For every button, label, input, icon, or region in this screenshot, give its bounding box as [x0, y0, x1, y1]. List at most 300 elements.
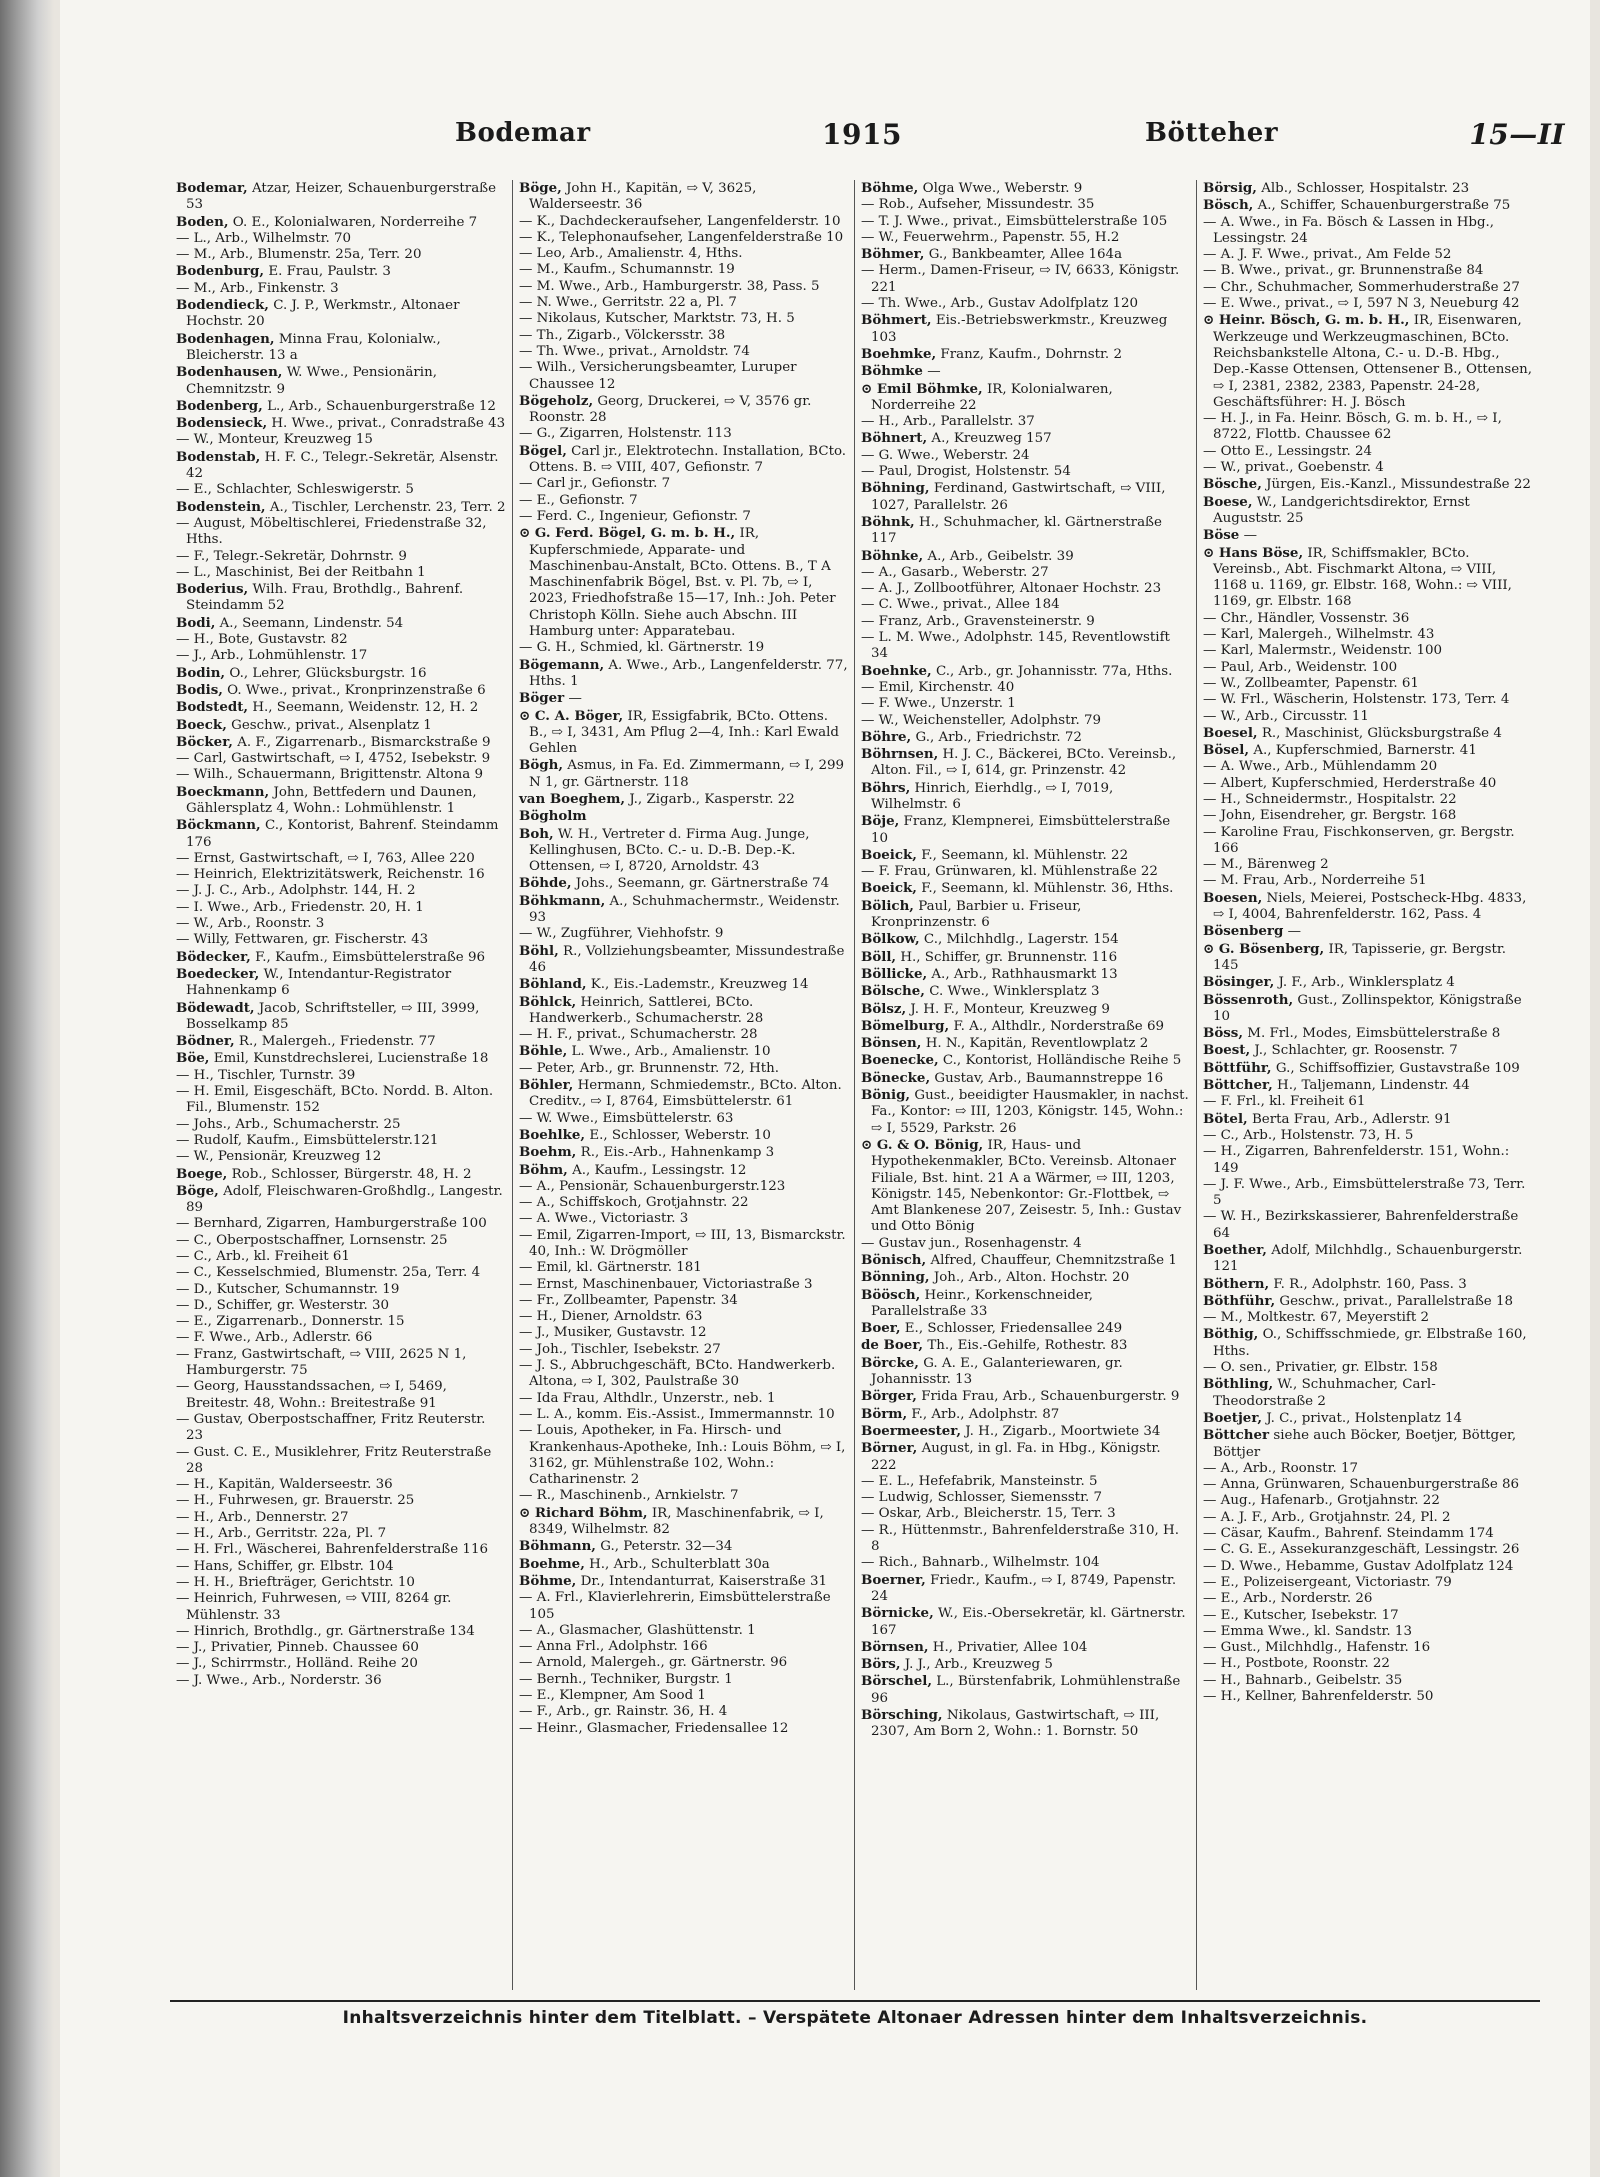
entry-name: Boege, — [176, 1165, 228, 1182]
entry-details: C. Wwe., Winklersplatz 3 — [929, 984, 1100, 1000]
directory-entry — [176, 1445, 506, 1478]
entry-name: Bösch, — [1203, 197, 1254, 214]
entry-details: IR, Schiffsmakler, BCto. Vereinsb., Abt. Fischmarkt Altona, ⇨ VIII, 1168 u. 1169, gr. Elbstr. 168, Wohn.: ⇨ VIII, 1169, gr. Elbstr. 168 — [1213, 545, 1512, 610]
directory-entry — [1203, 611, 1532, 627]
directory-entry — [1203, 527, 1532, 544]
entry-details: Johs., Seemann, gr. Gärtnerstraße 74 — [575, 876, 830, 892]
directory-entry — [861, 1137, 1190, 1236]
directory-entry — [861, 1440, 1190, 1474]
entry-details: E., Schlosser, Friedensallee 249 — [904, 1321, 1123, 1337]
entry-details: R., Maschinist, Glücksburgstraße 4 — [1261, 725, 1502, 741]
directory-entry — [519, 1162, 848, 1179]
entry-details: — K., Dachdeckeraufseher, Langenfelderstr. 10 — [519, 213, 841, 229]
directory-entry — [519, 1358, 848, 1391]
entry-details: — Cäsar, Kaufm., Bahrenf. Steindamm 174 — [1203, 1526, 1494, 1542]
entry-name: Bösinger, — [1203, 974, 1275, 991]
directory-entry — [519, 525, 848, 640]
directory-entry — [176, 1493, 506, 1509]
entry-details: — Arnold, Malergeh., gr. Gärtnerstr. 96 — [519, 1655, 788, 1671]
directory-entry — [861, 1506, 1190, 1522]
directory-entry — [176, 1640, 506, 1656]
entry-details: Heinrich, Sattlerei, BCto. Handwerkerb., Schumacherstr. 28 — [529, 994, 764, 1026]
entry-details: Dr., Intendanturrat, Kaiserstraße 31 — [580, 1573, 828, 1589]
entry-details: Gust., beeidigter Hausmakler, in nachst. Fa., Kontor: ⇨ III, 1203, Königstr. 145, Wohn.: ⇨ I, 5529, Parkstr. 26 — [871, 1088, 1189, 1136]
entry-details: — Emil, kl. Gärtnerstr. 181 — [519, 1260, 702, 1276]
entry-details: Adolf, Milchhdlg., Schauenburgerstr. 121 — [1213, 1243, 1523, 1275]
entry-name: Böhler, — [519, 1077, 574, 1094]
directory-entry — [176, 364, 506, 398]
entry-name: Böhle, — [519, 1043, 568, 1060]
directory-entry — [519, 279, 848, 295]
directory-entry — [519, 1538, 848, 1555]
entry-details: — W. Wwe., Eimsbüttelerstr. 63 — [519, 1110, 734, 1126]
directory-entry — [1203, 215, 1532, 248]
directory-entry — [176, 1033, 506, 1050]
entry-details: — H., Bahnarb., Geibelstr. 35 — [1203, 1672, 1403, 1688]
entry-name: Börger, — [861, 1388, 917, 1405]
entry-name: Bodis, — [176, 681, 223, 698]
directory-entry — [1203, 725, 1532, 742]
directory-entry — [176, 449, 506, 483]
header-first-entry: Bodemar — [455, 118, 591, 148]
directory-entry — [1203, 825, 1532, 858]
entry-details: — August, Möbeltischlerei, Friedenstraße 32, Hths. — [176, 515, 487, 548]
entry-details: — E., Schlachter, Schleswigerstr. 5 — [176, 482, 414, 498]
directory-entry — [861, 1337, 1190, 1354]
directory-entry — [519, 360, 848, 393]
directory-entry — [176, 665, 506, 682]
directory-entry — [861, 246, 1190, 263]
directory-entry — [176, 1216, 506, 1232]
entry-details: — W., Weichensteller, Adolphstr. 79 — [861, 712, 1102, 728]
directory-entry — [861, 430, 1190, 447]
entry-details: — J. J. C., Arb., Adolphstr. 144, H. 2 — [176, 883, 416, 899]
directory-entry — [519, 476, 848, 492]
entry-details: Geschw., privat., Parallelstraße 18 — [1279, 1293, 1513, 1309]
directory-entry — [861, 1287, 1190, 1321]
entry-details: — H. H., Briefträger, Gerichtstr. 10 — [176, 1574, 415, 1590]
directory-entry — [861, 1673, 1190, 1707]
entry-name: Bönsen, — [861, 1035, 922, 1052]
entry-name: Böger — [519, 690, 565, 707]
entry-name: Boeick, — [861, 880, 917, 897]
entry-details: — Hans, Schiffer, gr. Elbstr. 104 — [176, 1558, 394, 1574]
entry-name: ⊙ Richard Böhm, — [519, 1504, 648, 1521]
entry-name: Bölsz, — [861, 1000, 907, 1017]
entry-details: — — [1287, 924, 1302, 940]
directory-entry — [861, 1388, 1190, 1405]
entry-name: Bölkow, — [861, 931, 920, 948]
entry-details: — Aug., Hafenarb., Grotjahnstr. 22 — [1203, 1493, 1440, 1509]
directory-entry — [1203, 411, 1532, 444]
entry-name: Böe, — [176, 1050, 210, 1067]
entry-details: — C., Oberpostschaffner, Lornsenstr. 25 — [176, 1232, 448, 1248]
entry-name: Böhmert, — [861, 312, 932, 329]
entry-details: — T. J. Wwe., privat., Eimsbüttelerstraße 105 — [861, 213, 1168, 229]
directory-entry — [1203, 857, 1532, 873]
entry-name: Börnicke, — [861, 1605, 934, 1622]
entry-name: Börm, — [861, 1405, 908, 1422]
directory-entry — [519, 1061, 848, 1077]
entry-details: — M., Bärenweg 2 — [1203, 857, 1329, 873]
directory-entry — [1203, 1144, 1532, 1177]
directory-entry — [519, 344, 848, 360]
entry-details: O. Wwe., privat., Kronprinzenstraße 6 — [227, 682, 486, 698]
directory-entry — [1203, 312, 1532, 411]
directory-entry — [176, 1000, 506, 1034]
entry-details: W., Landgerichtsdirektor, Ernst Auguststr. 25 — [1213, 494, 1470, 526]
directory-entry — [176, 398, 506, 415]
directory-entry — [861, 464, 1190, 480]
directory-entry — [519, 893, 848, 927]
directory-entry — [519, 926, 848, 942]
directory-entry — [176, 632, 506, 648]
directory-entry — [1203, 1360, 1532, 1376]
directory-entry — [1203, 1559, 1532, 1575]
entry-details: — F. Frau, Grünwaren, kl. Mühlenstraße 22 — [861, 864, 1158, 880]
entry-details: W. H., Vertreter d. Firma Aug. Junge, Kellinghusen, BCto. C.- u. D.-B. Dep.-K. Ottensen, ⇨ I, 8720, Arnoldstr. 43 — [529, 826, 810, 875]
entry-details: K., Eis.-Lademstr., Kreuzweg 14 — [590, 977, 809, 993]
entry-name: Bodenburg, — [176, 263, 265, 280]
entry-name: Böss, — [1203, 1025, 1243, 1042]
directory-entry — [176, 751, 506, 767]
entry-name: Bödner, — [176, 1033, 235, 1050]
entry-details: — John, Eisendreher, gr. Bergstr. 168 — [1203, 808, 1457, 824]
entry-name: Bölich, — [861, 897, 914, 914]
directory-entry — [1203, 742, 1532, 759]
entry-details: — L., Arb., Wilhelmstr. 70 — [176, 230, 352, 246]
directory-entry — [519, 262, 848, 278]
directory-entry — [1203, 247, 1532, 263]
entry-name: Bödewadt, — [176, 999, 255, 1016]
entry-details: H., Privatier, Allee 104 — [932, 1639, 1088, 1655]
column-3 — [854, 180, 1196, 1990]
entry-details: — W., Arb., Circusstr. 11 — [1203, 708, 1369, 724]
entry-details: — H., Kapitän, Walderseestr. 36 — [176, 1477, 393, 1493]
entry-details: — E. Wwe., privat., ⇨ I, 597 N 3, Neueburg 42 — [1203, 296, 1520, 312]
entry-name: Bodin, — [176, 664, 226, 681]
entry-name: Bölsche, — [861, 983, 925, 1000]
entry-name: Bögeholz, — [519, 392, 594, 409]
directory-entry — [519, 976, 848, 993]
entry-details: — A., Pensionär, Schauenburgerstr.123 — [519, 1178, 786, 1194]
directory-entry — [176, 1084, 506, 1117]
entry-details: — E., Klempner, Am Sood 1 — [519, 1688, 706, 1704]
directory-entry — [861, 1052, 1190, 1069]
directory-entry — [176, 263, 506, 280]
directory-entry — [861, 1555, 1190, 1571]
entry-details: Heinr., Korkenschneider, Parallelstraße 33 — [871, 1287, 1094, 1319]
entry-details: — A. Wwe., in Fa. Bösch & Lassen in Hbg., Lessingstr. 24 — [1203, 214, 1495, 246]
entry-details: H. N., Kapitän, Reventlowplatz 2 — [925, 1036, 1149, 1052]
directory-entry — [176, 1149, 506, 1165]
entry-details: Friedr., Kaufm., ⇨ I, 8749, Papenstr. 24 — [871, 1572, 1177, 1604]
directory-entry — [861, 847, 1190, 864]
entry-details: — W., Feuerwehrm., Papenstr. 55, H.2 — [861, 229, 1120, 245]
entry-name: Boeckmann, — [176, 783, 270, 800]
directory-entry — [1203, 263, 1532, 279]
directory-entry — [861, 1087, 1190, 1137]
entry-details: — J., Privatier, Pinneb. Chaussee 60 — [176, 1640, 419, 1656]
entry-details: — E. L., Hefefabrik, Mansteinstr. 5 — [861, 1473, 1098, 1489]
entry-name: Böhde, — [519, 875, 572, 892]
directory-entry — [1203, 1640, 1532, 1656]
directory-entry — [1203, 1542, 1532, 1558]
entry-details: — C. Wwe., privat., Allee 184 — [861, 597, 1060, 613]
entry-details: — A. J. F. Wwe., privat., Am Felde 52 — [1203, 247, 1452, 263]
entry-name: Böckmann, — [176, 817, 261, 834]
directory-entry — [176, 900, 506, 916]
entry-details: Carl jr., Elektrotechn. Installation, BCto. Ottens. B. ⇨ VIII, 407, Gefionstr. 7 — [529, 443, 847, 476]
directory-entry — [519, 1195, 848, 1211]
entry-name: Böthling, — [1203, 1376, 1274, 1393]
entry-details: C., Arb., gr. Johannisstr. 77a, Hths. — [935, 663, 1173, 679]
directory-entry — [176, 717, 506, 734]
entry-details: F. A., Althdlr., Norderstraße 69 — [953, 1018, 1165, 1034]
directory-entry — [1203, 709, 1532, 725]
entry-name: Boehmke, — [861, 345, 937, 362]
directory-entry — [861, 780, 1190, 814]
entry-details: — M. Frau, Arb., Norderreihe 51 — [1203, 873, 1427, 889]
directory-entry — [1203, 808, 1532, 824]
directory-entry — [1203, 1177, 1532, 1210]
directory-entry — [519, 757, 848, 791]
entry-name: de Boer, — [861, 1337, 924, 1354]
entry-details: — F. Wwe., Arb., Adlerstr. 66 — [176, 1330, 373, 1346]
entry-details: Franz, Kaufm., Dohrnstr. 2 — [940, 346, 1122, 362]
entry-details: M. Frl., Modes, Eimsbüttelerstraße 8 — [1247, 1026, 1501, 1042]
directory-entry — [861, 931, 1190, 948]
entry-details: — O. sen., Privatier, gr. Elbstr. 158 — [1203, 1360, 1438, 1376]
directory-entry — [861, 1269, 1190, 1286]
directory-entry — [176, 1183, 506, 1217]
entry-details: — A., Glasmacher, Glashüttenstr. 1 — [519, 1622, 756, 1638]
entry-details: — W., Pensionär, Kreuzweg 12 — [176, 1149, 382, 1165]
entry-details: A., Schuhmachermstr., Weidenstr. 93 — [529, 893, 840, 926]
entry-name: Böll, — [861, 948, 897, 965]
entry-details: — W., Zugführer, Viehhofstr. 9 — [519, 926, 724, 942]
entry-name: Bodenberg, — [176, 397, 263, 414]
entry-details: A., Kaufm., Lessingstr. 12 — [572, 1162, 747, 1178]
entry-details: H., Schuhmacher, kl. Gärtnerstraße 117 — [871, 514, 1162, 547]
directory-entry — [519, 443, 848, 477]
entry-details: — Wilh., Versicherungsbeamter, Luruper Chaussee 12 — [519, 360, 797, 392]
entry-details: — L., Maschinist, Bei der Reitbahn 1 — [176, 564, 426, 580]
directory-entry — [176, 1330, 506, 1346]
directory-entry — [176, 180, 506, 214]
entry-name: Börnsen, — [861, 1638, 929, 1655]
entry-details: John, Bettfedern und Daunen, Gählersplatz 4, Wohn.: Lohmühlenstr. 1 — [186, 784, 477, 816]
directory-entry — [861, 480, 1190, 514]
directory-entry — [861, 1656, 1190, 1673]
entry-details: — H. F., privat., Schumacherstr. 28 — [519, 1027, 758, 1043]
entry-name: Böhmann, — [519, 1538, 596, 1555]
header-last-entry: Bötteher — [1145, 118, 1279, 148]
entry-name: Böhmer, — [861, 246, 925, 263]
entry-details: Hermann, Schmiedemstr., BCto. Alton. Creditv., ⇨ I, 8764, Eimsbüttelerstr. 61 — [529, 1078, 842, 1110]
entry-name: Bögholm — [519, 808, 587, 825]
entry-name: Böse — [1203, 527, 1240, 544]
entry-details: Gustav, Arb., Baumannstreppe 16 — [934, 1070, 1164, 1086]
directory-entry — [1203, 197, 1532, 214]
entry-details: — L. M. Wwe., Adolphstr. 145, Reventlowstift 34 — [861, 630, 1170, 662]
directory-entry — [861, 1355, 1190, 1389]
directory-entry — [519, 509, 848, 525]
entry-details: — Th., Zigarb., Völckersstr. 38 — [519, 327, 726, 343]
entry-details: — Anna, Grünwaren, Schauenburgerstraße 86 — [1203, 1477, 1520, 1493]
entry-name: Boehme, — [519, 1555, 585, 1572]
entry-details: — Johs., Arb., Schumacherstr. 25 — [176, 1116, 401, 1132]
entry-details: — G., Zigarren, Holstenstr. 113 — [519, 426, 732, 442]
entry-details: H., Arb., Schulterblatt 30a — [589, 1556, 770, 1572]
directory-entry — [861, 548, 1190, 565]
directory-entry — [519, 708, 848, 758]
entry-details: H., Schiffer, gr. Brunnenstr. 116 — [900, 949, 1118, 965]
entry-name: Bönig, — [861, 1087, 911, 1104]
entry-name: Bodendieck, — [176, 297, 269, 314]
entry-details: A. F., Zigarrenarb., Bismarckstraße 9 — [237, 734, 491, 750]
entry-details: Geschw., privat., Alsenplatz 1 — [231, 717, 432, 733]
entry-details: G. A. E., Galanteriewaren, gr. Johannisstr. 13 — [871, 1355, 1123, 1388]
entry-details: — Ludwig, Schlosser, Siemensstr. 7 — [861, 1490, 1103, 1506]
entry-details: — Heinrich, Fuhrwesen, ⇨ VIII, 8264 gr. Mühlenstr. 33 — [176, 1591, 452, 1623]
directory-entry — [1203, 890, 1532, 924]
entry-details: C., Kontorist, Holländische Reihe 5 — [942, 1053, 1182, 1069]
directory-entry — [519, 1704, 848, 1720]
page-number: 15—II — [1469, 118, 1565, 151]
entry-details: — L. A., komm. Eis.-Assist., Immermannstr. 10 — [519, 1406, 835, 1422]
entry-name: Bönecke, — [861, 1069, 931, 1086]
entry-name: Böllicke, — [861, 965, 928, 982]
entry-name: Böhlck, — [519, 993, 577, 1010]
directory-entry — [1203, 460, 1532, 476]
directory-entry — [861, 949, 1190, 966]
entry-details: A. Wwe., Arb., Langenfelderstr. 77, Hths. 1 — [529, 657, 848, 689]
entry-details: Asmus, in Fa. Ed. Zimmermann, ⇨ I, 299 N 1, gr. Gärtnerstr. 118 — [529, 758, 845, 790]
entry-details: IR, Kupferschmiede, Apparate- und Maschinenbau-Anstalt, BCto. Ottens. B., T A Maschinenfabrik Bögel, Bst. v. Pl. 7b, ⇨ I, 2023, Friedhofstraße 15—17, Inh.: Joh. Peter Christoph Kölln. Siehe auch Abschn. III Hamburg unter: Apparatebau. — [529, 526, 836, 640]
directory-entry — [176, 432, 506, 448]
directory-entry — [519, 1309, 848, 1325]
directory-entry — [176, 682, 506, 699]
directory-entry — [176, 1265, 506, 1281]
entry-details: — Anna Frl., Adolphstr. 166 — [519, 1639, 708, 1655]
directory-entry — [519, 1423, 848, 1488]
directory-entry — [519, 1590, 848, 1623]
directory-entry — [861, 746, 1190, 780]
directory-entry — [861, 1252, 1190, 1269]
entry-details: — H., Diener, Arnoldstr. 63 — [519, 1309, 703, 1325]
entry-name: Börsching, — [861, 1707, 943, 1724]
directory-entry — [519, 875, 848, 892]
directory-entry — [519, 1639, 848, 1655]
entry-details: — H., Bote, Gustavstr. 82 — [176, 632, 348, 648]
entry-details: O., Schiffsschmiede, gr. Elbstraße 160, Hths. — [1213, 1327, 1527, 1359]
entry-details: Franz, Klempnerei, Eimsbüttelerstraße 10 — [871, 814, 1171, 846]
entry-details: F., Kaufm., Eimsbüttelerstraße 96 — [255, 949, 486, 965]
entry-name: Boether, — [1203, 1242, 1267, 1258]
directory-entry — [176, 1233, 506, 1249]
entry-details: — F., Telegr.-Sekretär, Dohrnstr. 9 — [176, 548, 407, 564]
directory-entry — [176, 817, 506, 851]
directory-entry — [519, 328, 848, 344]
entry-name: Böhnke, — [861, 547, 924, 564]
directory-entry — [519, 1391, 848, 1407]
directory-entry — [176, 1477, 506, 1493]
directory-entry — [861, 663, 1190, 680]
directory-entry — [519, 1573, 848, 1590]
entry-details: — W. Frl., Wäscherin, Holstenstr. 173, Terr. 4 — [1203, 692, 1510, 708]
entry-name: Bodenhausen, — [176, 364, 283, 381]
directory-entry — [861, 966, 1190, 983]
entry-name: Böhrnsen, — [861, 746, 939, 763]
directory-entry — [1203, 296, 1532, 312]
entry-details: — C., Arb., Holstenstr. 73, H. 5 — [1203, 1127, 1414, 1143]
entry-details: — Karl, Malermstr., Weidenstr. 100 — [1203, 643, 1443, 659]
column-2 — [512, 180, 854, 1990]
entry-details: O., Lehrer, Glücksburgstr. 16 — [229, 665, 427, 681]
entry-name: Böhmke — [861, 363, 923, 380]
directory-entry — [1203, 1526, 1532, 1542]
directory-entry — [1203, 1510, 1532, 1526]
directory-entry — [861, 197, 1190, 213]
directory-entry — [519, 1556, 848, 1573]
entry-name: ⊙ G. & O. Bönig, — [861, 1136, 984, 1153]
entry-name: Boermeester, — [861, 1422, 962, 1439]
directory-entry — [1203, 660, 1532, 676]
entry-details: — Franz, Arb., Gravensteinerstr. 9 — [861, 613, 1095, 629]
header-year: 1915 — [822, 118, 902, 151]
directory-entry — [861, 898, 1190, 932]
entry-details: H., Seemann, Weidenstr. 12, H. 2 — [252, 700, 479, 716]
entry-name: Böhkmann, — [519, 892, 606, 909]
entry-details: — Otto E., Lessingstr. 24 — [1203, 443, 1373, 459]
entry-details: A., Seemann, Lindenstr. 54 — [219, 615, 404, 631]
directory-entry — [861, 630, 1190, 663]
directory-entry — [1203, 1477, 1532, 1493]
entry-name: Boeck, — [176, 716, 227, 733]
directory-entry — [1203, 1128, 1532, 1144]
entry-details: — R., Hüttenmstr., Bahrenfelderstraße 310, H. 8 — [861, 1522, 1179, 1555]
directory-entry — [176, 297, 506, 331]
directory-entry — [176, 1591, 506, 1624]
directory-entry — [1203, 1077, 1532, 1094]
entry-details: — H., Postbote, Roonstr. 22 — [1203, 1656, 1390, 1672]
entry-details: W., Intendantur-Registrator Hahnenkamp 6 — [186, 966, 452, 999]
directory-entry — [176, 247, 506, 263]
directory-entry — [1203, 494, 1532, 528]
directory-entry — [176, 1117, 506, 1133]
directory-entry — [861, 448, 1190, 464]
entry-name: Böthern, — [1203, 1275, 1270, 1292]
entry-name: Böhm, — [519, 1161, 568, 1178]
entry-details: — J., Arb., Lohmühlenstr. 17 — [176, 648, 368, 664]
entry-details: Jürgen, Eis.-Kanzl., Missundestraße 22 — [1266, 477, 1531, 493]
directory-entry — [1203, 1493, 1532, 1509]
directory-entry — [1203, 280, 1532, 296]
entry-details: — G. Wwe., Weberstr. 24 — [861, 447, 1030, 463]
entry-details: O. E., Kolonialwaren, Norderreihe 7 — [232, 214, 478, 230]
entry-name: Bötel, — [1203, 1110, 1248, 1127]
entry-name: Bösenberg — [1203, 923, 1284, 940]
entry-details: — Hinrich, Brothdlg., gr. Gärtnerstraße 134 — [176, 1623, 475, 1639]
directory-entry — [1203, 1025, 1532, 1042]
entry-details: — Ferd. C., Ingenieur, Gefionstr. 7 — [519, 508, 751, 524]
directory-entry — [519, 1688, 848, 1704]
entry-details: — Carl jr., Gefionstr. 7 — [519, 476, 671, 492]
entry-details: H. F. C., Telegr.-Sekretär, Alsenstr. 42 — [186, 449, 499, 482]
entry-details: — Bernhard, Zigarren, Hamburgerstraße 100 — [176, 1216, 487, 1232]
entry-details: Atzar, Heizer, Schauenburgerstraße 53 — [186, 181, 497, 213]
